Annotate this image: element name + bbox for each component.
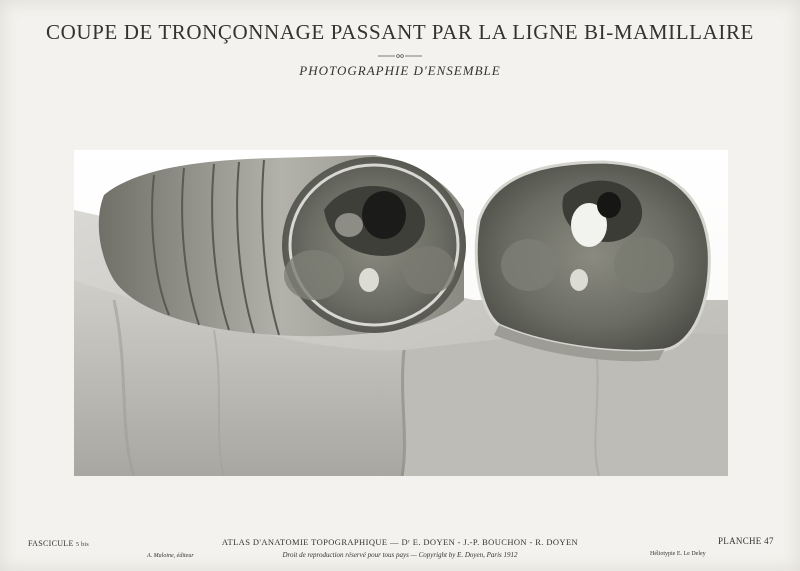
publisher: A. Maloine, éditeur [147,553,194,559]
fascicule-number: 5 bis [75,542,89,548]
plate-subtitle: PHOTOGRAPHIE D'ENSEMBLE [299,63,501,78]
atlas-line: ATLAS D'ANATOMIE TOPOGRAPHIQUE — Dʳ E. DOYEN - J.-P. BOUCHON - R. DOYEN [221,537,579,547]
copyright-line: Droit de reproduction réservé pour tous pays — Copyright by E. Doyen, Paris 1912 [282,551,518,559]
planche-number: PLANCHE 47 [718,536,774,546]
fascicule-label: FASCICULE 5 bis [28,539,89,548]
anatomical-cross-section-photo [74,150,728,476]
ornament-divider-icon [378,52,422,60]
plate-title: COUPE DE TRONÇONNAGE PASSANT PAR LA LIGNE BI-MAMILLAIRE [46,20,754,44]
printer: Héliotypie E. Le Deley [650,551,706,557]
